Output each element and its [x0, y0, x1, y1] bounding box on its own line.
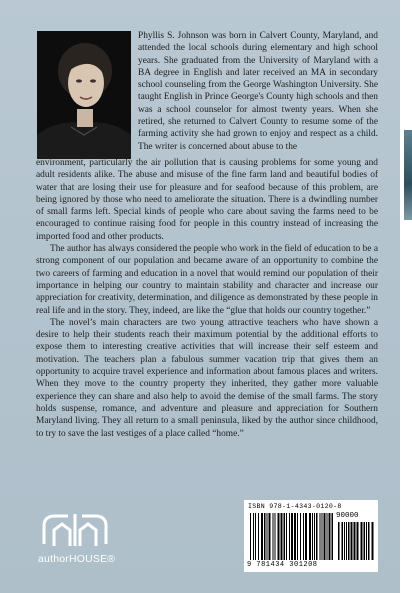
- author-photo: [37, 31, 131, 159]
- description-paragraph-1: environment, particularly the air pollution that is causing problems for some young and adult residents alike. The abuse and misuse of the fine farm land and beautiful bodies of water that are losing their use for pleasure and for seafood because of this problem, are being ignored by those who need to ameliorate the situation. There is a dwindling number of small farms left. Special kinds of people who care about saving the farms need to be encouraged to continue raising food for people in this country instead of increasing the imported food and other products.: [36, 158, 378, 242]
- author-bio: [138, 30, 378, 153]
- bio-paragraph: Phyllis S. Johnson was born in Calvert County, Maryland, and attended the local schools during elementary and high school years. She graduated from the University of Maryland with a BA degree in English and later received an MA in secondary school counseling from the George Washington University. She taught English in Prince George's County high schools and then was a school counselor for almost twenty years. When she retired, she returned to Calvert County to resume some of the farming activity she had grown to enjoy and respect as a child. The writer is concerned about abuse to the: [138, 31, 378, 152]
- description-paragraph-3: The novel’s main characters are two young attractive teachers who have shown a desire to help their students reach their maximum potential by the additional efforts to expose them to interesting creative activities that will increase their self esteem and motivation. The teachers plan a fabulous summer vacation trip that gives them an opportunity to acquire travel experience and information about famous places and writers. When they move to the country property they inherited, they gather more valuable experience they can share and also help to avoid the demise of the small farms. The story holds suspense, romance, and adventure and pleasure and appreciation for Southern Maryland living. They all return to a small peninsula, liked by the author since childhood, to try to save the last vestiges of a place called “home.”: [36, 317, 378, 439]
- price-code: 90000: [336, 512, 359, 520]
- barcode-digits: 9 781434 301208: [247, 561, 318, 569]
- description-paragraph-2: The author has always considered the people who work in the field of education to be a strong component of our population and became aware of an opportunity to combine the two careers of farming and education in a novel that would remind our population of their importance in helping our country to maintain stability and character and increase our appreciation for creativity, determination, and diligence as demonstrated by these people in real life and in the story. They, indeed, are like the “glue that holds our country together.”: [36, 244, 378, 316]
- publisher-name: authorHOUSE®: [38, 553, 116, 565]
- isbn-text: ISBN 978-1-4343-0120-8: [248, 503, 342, 510]
- page-edge: [400, 0, 412, 593]
- front-cover-edge: [404, 130, 412, 220]
- isbn-barcode: [244, 500, 378, 572]
- book-description: [36, 157, 378, 440]
